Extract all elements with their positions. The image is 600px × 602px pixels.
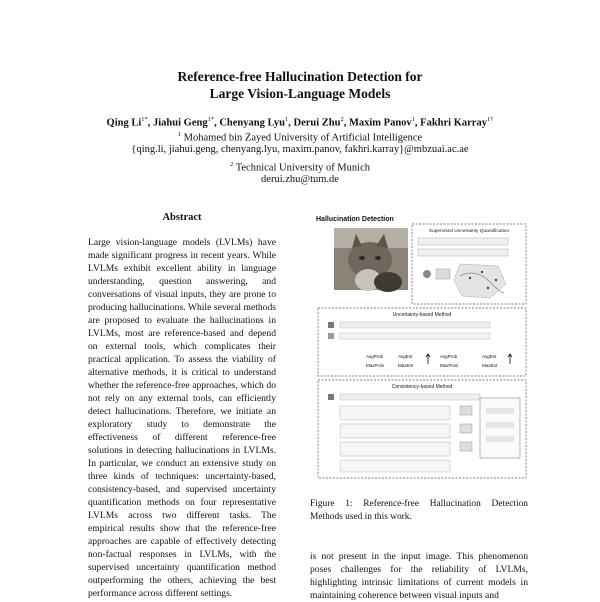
figure-title: Hallucination Detection xyxy=(316,216,394,223)
abstract-heading: Abstract xyxy=(162,212,202,223)
metric-label: AvgEnt xyxy=(398,354,413,359)
affiliation-1-sup: 1 xyxy=(177,131,182,138)
cat-photo xyxy=(334,228,408,292)
suq-panel xyxy=(412,224,526,304)
metric-label: AvgProb xyxy=(366,354,384,359)
uncertainty-label: Uncertainty-based Method xyxy=(392,312,452,318)
author-sup: 1 xyxy=(411,116,415,123)
email-list-2: derui.zhu@tum.de xyxy=(261,174,339,185)
up-arrow-icon xyxy=(426,354,430,364)
up-arrow-icon xyxy=(508,354,512,364)
author-name: Maxim Panov xyxy=(348,117,412,129)
author-sup: 1 xyxy=(284,116,289,123)
affiliation-2-sup: 2 xyxy=(230,161,234,168)
paper-title-line1: Reference-free Hallucination Detection for xyxy=(177,69,423,84)
metric-label: MaxProb xyxy=(440,363,459,368)
author-sup: 1† xyxy=(486,116,494,123)
metric-label: AvgEnt xyxy=(482,354,497,359)
consistency-label: Consistency-based Method xyxy=(391,384,453,390)
metric-label: AvgProb xyxy=(440,354,458,359)
uncertainty-panel xyxy=(318,308,526,376)
paper-title-line2: Large Vision-Language Models xyxy=(209,86,391,101)
author-name: Qing Li xyxy=(106,117,142,129)
author-name: Fakhri Karray xyxy=(420,117,487,129)
abstract-body: Large vision-language models (LVLMs) have made significant progress in recent years. While LVLMs exhibit excellent ability in language understanding, question answering, and conversations of visual inputs, they are prone to producing hallucinations. While several methods are proposed to evaluate the hallucinations in LVLMs, most are reference-based and depend on external tools, which complicates their practical application. To assess the viability of alternative methods, it is critical to understand whether the reference-free approaches, which do not rely on any external tools, can efficiently detect hallucinations. Therefore, we initiate an exploratory study to demonstrate the effectiveness of different reference-free solutions in detecting hallucinations in LVLMs. In particular, we conduct an extensive study on three kinds of techniques: uncertainty-based, consistency-based, and supervised uncertainty quantification methods on four representative LVLMs across two different tasks. The empirical results show that the reference-free approaches are capable of effectively detecting non-factual responses in LVLMs, with the supervised uncertainty quantification method outperforming the others, achieving the best performance across different settings. xyxy=(88,237,276,599)
figure-diagram xyxy=(310,212,528,482)
author-name: Chenyang Lyu xyxy=(219,117,285,129)
metric-label: MaxEnt xyxy=(482,363,498,368)
author-list: Qing $Li^{1*}$, Jiahui Geng$^{1*}$, Chenyang Lyu$^1$, Derui Zhu$^2$, Maxim Panov$^1$, Fakhri Karray$^{1\dagger}$ xyxy=(106,116,494,129)
author-sup: 2 xyxy=(340,116,344,123)
email-list-1: {qing.li, jiahui.geng, chenyang.lyu, maxim.panov, fakhri.karray}@mbzuai.ac.ae xyxy=(131,144,469,155)
affiliation-1-name: Mohamed bin Zayed University of Artificial Intelligence xyxy=(183,132,423,144)
author-sup: 1* xyxy=(141,116,148,123)
figure-1 xyxy=(310,212,528,482)
author-sup: 1* xyxy=(207,116,215,123)
consistency-panel xyxy=(318,380,526,478)
author-name: Derui Zhu xyxy=(293,117,341,129)
right-column-text: is not present in the input image. This phenomenon poses challenges for the reliability of LVLMs, highlighting intrinsic limitations of current models in maintaining coherence between visual inputs and xyxy=(310,551,528,601)
suq-label: Supervised Uncertainty Quantification xyxy=(428,229,510,234)
author-name: Jiahui Geng xyxy=(153,117,208,129)
figure-caption: Figure 1: Reference-free Hallucination Detection Methods used in this work. xyxy=(310,499,528,522)
metric-label: MaxEnt xyxy=(398,363,414,368)
metric-label: MaxProb xyxy=(366,363,385,368)
affiliation-2-name: Technical University of Munich xyxy=(235,162,370,174)
